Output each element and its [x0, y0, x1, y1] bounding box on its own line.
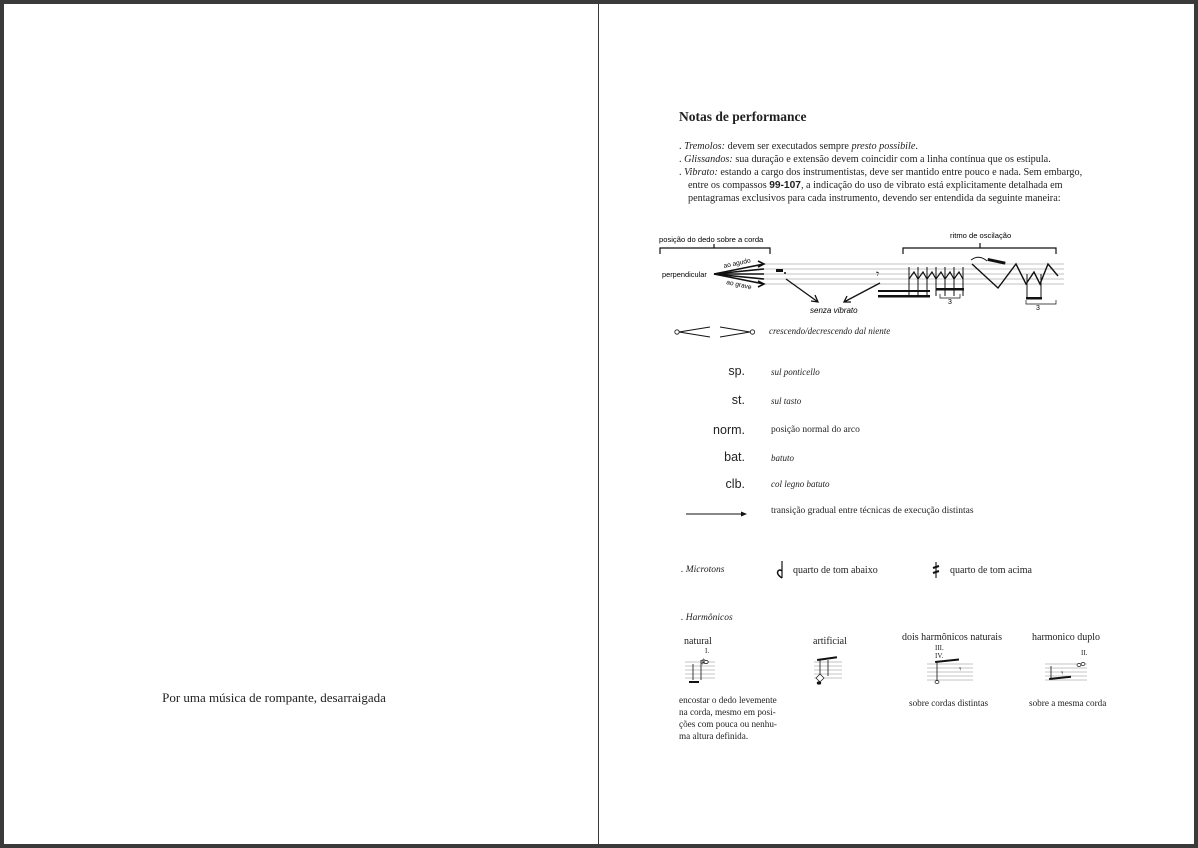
page-title: Notas de performance: [679, 109, 807, 124]
vibrato-note-3: pentagramas exclusivos para cada instrumento, devendo ser entendida da seguinte maneira:: [688, 193, 1061, 204]
harm-natural-note-line-4: ma altura definida.: [679, 731, 749, 741]
harm-duplo-roman: II.: [1081, 649, 1088, 657]
glissandos-label: Glissandos:: [684, 154, 733, 165]
harm-mesma-note: sobre a mesma corda: [1029, 698, 1107, 708]
technique-abbr-clb: clb.: [725, 477, 745, 491]
tremolos-note: . Tremolos: devem ser executados sempre presto possibile.: [679, 141, 918, 152]
technique-desc-st: sul tasto: [771, 396, 802, 406]
technique-desc-clb: col legno batuto: [771, 479, 830, 489]
transition-arrow-icon: [685, 509, 749, 519]
harm-artificial-staff: [814, 654, 844, 688]
left-page: [4, 4, 598, 844]
performance-notes-list: [679, 140, 1119, 205]
glissandos-note: . Glissandos: sua duração e extensão devem coincidir com a linha contínua que os estipula.: [679, 154, 1051, 165]
technique-desc-norm: posição normal do arco: [771, 425, 860, 435]
harm-natural-staff: [685, 652, 717, 686]
harm-dois-staff: [927, 658, 977, 686]
niente-label: crescendo/decrescendo dal niente: [769, 326, 891, 336]
vibrato-bars: 99-107: [769, 180, 801, 191]
quarter-up-label: quarto de tom acima: [950, 565, 1032, 576]
oscillation-notes: [909, 257, 1058, 298]
vibrato-staff: [764, 264, 1064, 284]
right-page: [599, 4, 1194, 844]
vibrato-text-2b: , a indicação do uso de vibrato está explicitamente detalhada em: [800, 180, 1063, 191]
technique-abbr-norm: norm.: [713, 423, 745, 437]
harm-natural-note: [679, 694, 799, 742]
ao-grave-label: ao grave: [725, 279, 753, 292]
perpendicular-label: perpendicular: [662, 270, 707, 279]
svg-text:𝄾: 𝄾: [959, 664, 962, 674]
ao-agudo-label: ao agudo: [722, 257, 752, 270]
harmonicos-label: . Harmônicos: [681, 613, 733, 623]
tuplet-label-1: 3: [948, 299, 952, 306]
harm-natural-note-line-3: ções com pouca ou nenhu-: [679, 719, 777, 729]
tremolos-em: presto possibile: [851, 141, 916, 152]
oscillation-label: ritmo de oscilação: [950, 231, 1012, 240]
transition-desc: transição gradual entre técnicas de execução distintas: [771, 506, 974, 516]
technique-abbr-bat: bat.: [724, 450, 745, 464]
harm-dois-roman-III: III.: [935, 644, 944, 652]
technique-abbr-st: st.: [731, 393, 745, 407]
vibrato-text-1: estando a cargo dos instrumentistas, deve ser mantido entre pouco e nada. Sem embargo,: [717, 167, 1083, 178]
vibrato-text-2a: entre os compassos: [688, 180, 770, 191]
harm-natural-note-line-2: na corda, mesmo em posi-: [679, 707, 776, 717]
microtons-label: . Microtons: [681, 565, 725, 575]
oscillation-bracket: [903, 248, 1056, 254]
quarter-flat-icon: [775, 560, 785, 580]
tuplet-label-2: 3: [1036, 305, 1040, 312]
harm-dois-roman-IV: IV.: [935, 652, 944, 660]
harm-distintas-note: sobre cordas distintas: [909, 698, 989, 708]
harm-artificial-title: artificial: [813, 636, 847, 647]
technique-abbr-sp: sp.: [728, 364, 745, 378]
vibrato-note-2: [679, 179, 1119, 192]
technique-desc-bat: batuto: [771, 453, 795, 463]
harm-natural-note-line-1: encostar o dedo levemente: [679, 695, 777, 705]
vibrato-diagram: [654, 224, 1074, 316]
finger-position-label: posição do dedo sobre a corda: [659, 235, 764, 244]
tremolos-label: Tremolos:: [684, 141, 726, 152]
harm-dois-title: dois harmônicos naturais: [902, 632, 1002, 643]
glissandos-text: sua duração e extensão devem coincidir com a linha contínua que os estipula.: [732, 154, 1051, 165]
dedication: Por uma música de rompante, desarraigada: [162, 690, 386, 705]
harm-duplo-title: harmonico duplo: [1032, 632, 1101, 643]
vibrato-label: Vibrato:: [684, 167, 718, 178]
niente-hairpins: [674, 326, 764, 340]
svg-text:♯: ♯: [701, 657, 705, 666]
harm-natural-title: natural: [684, 636, 712, 647]
svg-text:𝄾: 𝄾: [876, 267, 880, 281]
vibrato-note: . Vibrato: estando a cargo dos instrumentistas, deve ser mantido entre pouco e nada. Sem embargo,: [679, 167, 1083, 178]
harm-natural-roman: I.: [705, 647, 710, 655]
senza-vibrato-label: senza vibrato: [810, 306, 858, 315]
finger-position-bracket: [660, 248, 770, 254]
technique-desc-sp: sul ponticello: [771, 367, 820, 377]
harm-duplo-staff: [1045, 658, 1089, 684]
tremolos-text: devem ser executados sempre: [725, 141, 852, 152]
quarter-sharp-icon: [931, 561, 941, 579]
svg-text:𝄾: 𝄾: [1061, 668, 1064, 678]
quarter-down-label: quarto de tom abaixo: [793, 565, 878, 576]
